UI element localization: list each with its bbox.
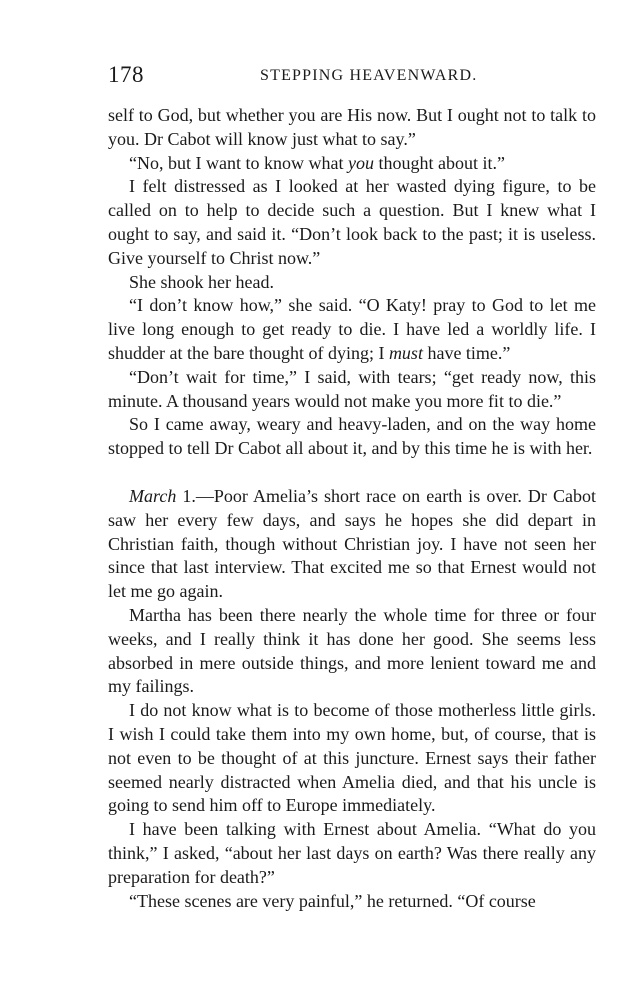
text-run: 1.—Poor Amelia’s short race on earth is over. Dr Cabot saw her every few days, and says he hopes she did depart in Christian faith, though without Christian joy. I have not seen her since that last interview. That excited me so that Ernest would not let me go again. [108,485,596,602]
paragraph: So I came away, weary and heavy-laden, and on the way home stopped to tell Dr Cabot all about it, and by this time he is with her. [108,414,596,459]
paragraph: She shook her head. [129,271,274,292]
paragraph [108,152,596,176]
emphasis: you [347,152,374,173]
text-run: have time.” [422,342,511,363]
text-run: “No, but I want to know what [129,152,348,173]
body-text [108,104,596,913]
page-number: 178 [108,62,144,87]
text-run: thought about it.” [373,152,505,173]
page-header [108,62,596,92]
paragraph: self to God, but whether you are His now. But I ought not to talk to you. Dr Cabot will know just what to say.” [108,105,596,149]
entry-date: March [129,485,177,506]
text-run: “I don’t know how,” she said. “O Katy! pray to God to let me live long enough to get ready to die. I have led a worldly life. I shudder at the bare thought of dying; I [108,295,596,363]
paragraph: “These scenes are very painful,” he returned. “Of course [129,890,536,911]
paragraph: I felt distressed as I looked at her wasted dying figure, to be called on to help to decide such a question. But I knew what I ought to say, and said it. “Don’t look back to the past; it is useless. Give yourself to Christ now.” [108,176,596,268]
emphasis: must [388,342,423,363]
diary-entry-paragraph [108,485,596,604]
paragraph: “Don’t wait for time,” I said, with tears; “get ready now, this minute. A thousand years would not make you more fit to die.” [108,366,596,411]
running-title: STEPPING HEAVENWARD. [260,67,478,84]
paragraph [108,294,596,365]
paragraph: I do not know what is to become of those motherless little girls. I wish I could take them into my own home, but, of course, that is not even to be thought of at this juncture. Ernest says their father seemed nearly distracted when Amelia died, and that his uncle is going to send him off to Europe immediately. [108,700,596,816]
paragraph: Martha has been there nearly the whole time for three or four weeks, and I really think it has done her good. She seems less absorbed in mere outside things, and more lenient toward me and my failings. [108,604,596,697]
paragraph: I have been talking with Ernest about Amelia. “What do you think,” I asked, “about her last days on earth? Was there really any preparation for death?” [108,819,596,887]
